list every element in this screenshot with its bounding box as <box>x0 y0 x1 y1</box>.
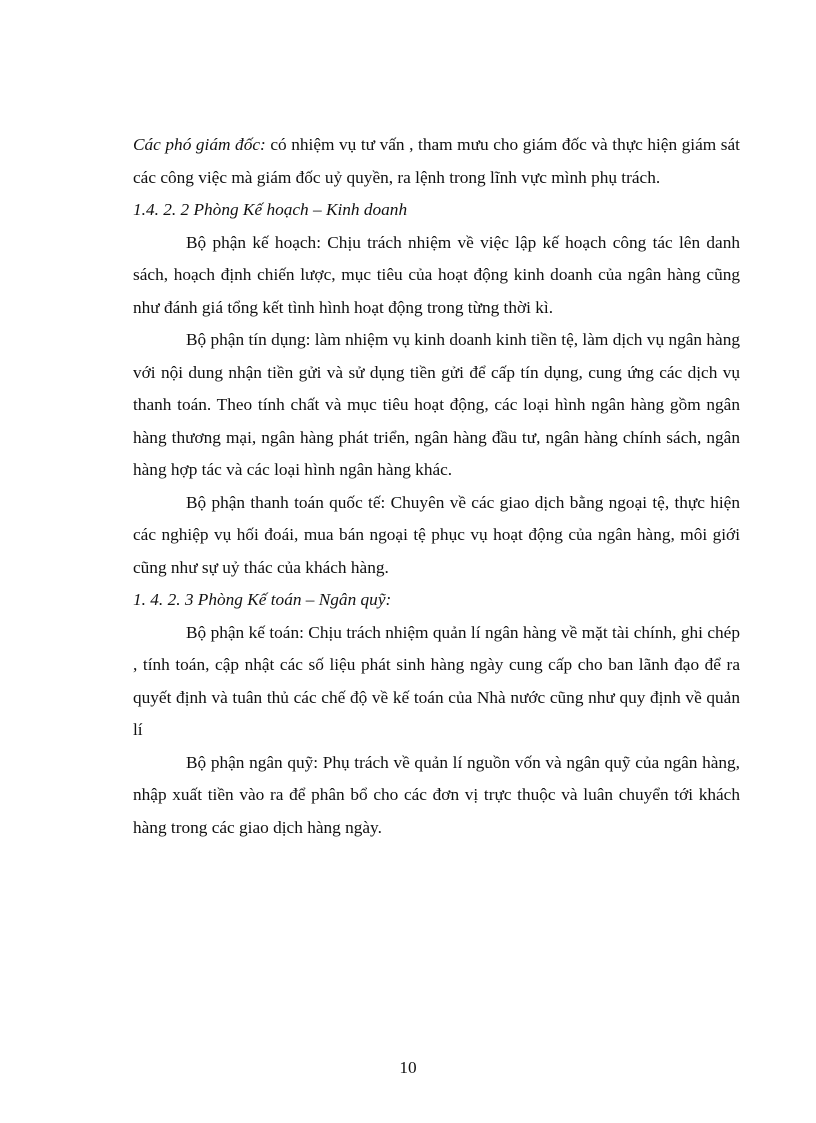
paragraph-pho-giam-doc <box>133 129 740 194</box>
paragraph-text: có nhiệm vụ tư vấn , tham mưu cho giám đốc và thực hiện giám sát các công việc mà giám đốc uỷ quyền, ra lệnh trong lĩnh vực mình phụ trách. <box>133 135 740 187</box>
paragraph-bo-phan-tin-dung: Bộ phận tín dụng: làm nhiệm vụ kinh doanh kinh tiền tệ, làm dịch vụ ngân hàng với nội dung nhận tiền gửi và sử dụng tiền gửi để cấp tín dụng, cung ứng các dịch vụ thanh toán. Theo tính chất và mục tiêu hoạt động, các loại hình ngân hàng gồm ngân hàng thương mại, ngân hàng phát triển, ngân hàng đầu tư, ngân hàng chính sách, ngân hàng hợp tác và các loại hình ngân hàng khác. <box>133 330 740 479</box>
paragraph-bo-phan-ke-toan: Bộ phận kế toán: Chịu trách nhiệm quản lí ngân hàng về mặt tài chính, ghi chép , tính toán, cập nhật các số liệu phát sinh hàng ngày cung cấp cho ban lãnh đạo để ra quyết định và tuân thủ các chế độ về kế toán của Nhà nước cũng như quy định về quản lí <box>133 622 740 739</box>
paragraph-lead-italic: Các phó giám đốc: <box>133 135 266 154</box>
page-number: 10 <box>399 1058 417 1077</box>
document-body <box>133 129 740 844</box>
section-heading-ke-hoach-kinh-doanh: 1.4. 2. 2 Phòng Kế hoạch – Kinh doanh <box>133 200 408 219</box>
paragraph-bo-phan-ngan-quy: Bộ phận ngân quỹ: Phụ trách về quản lí nguồn vốn và ngân quỹ của ngân hàng, nhập xuất tiền vào ra để phân bổ cho các đơn vị trực thuộc và luân chuyển tới khách hàng trong các giao dịch hàng ngày. <box>133 752 740 837</box>
paragraph-bo-phan-thanh-toan-quoc-te: Bộ phận thanh toán quốc tế: Chuyên về các giao dịch bằng ngoại tệ, thực hiện các nghiệp vụ hối đoái, mua bán ngoại tệ phục vụ hoạt động của ngân hàng, môi giới cũng như sự uỷ thác của khách hàng. <box>133 492 740 577</box>
section-heading-ke-toan-ngan-quy: 1. 4. 2. 3 Phòng Kế toán – Ngân quỹ: <box>133 590 392 609</box>
paragraph-bo-phan-ke-hoach: Bộ phận kế hoạch: Chịu trách nhiệm về việc lập kế hoạch công tác lên danh sách, hoạch định chiến lược, mục tiêu của hoạt động kinh doanh của ngân hàng cũng như đánh giá tổng kết tình hình hoạt động trong từng thời kì. <box>133 232 740 317</box>
